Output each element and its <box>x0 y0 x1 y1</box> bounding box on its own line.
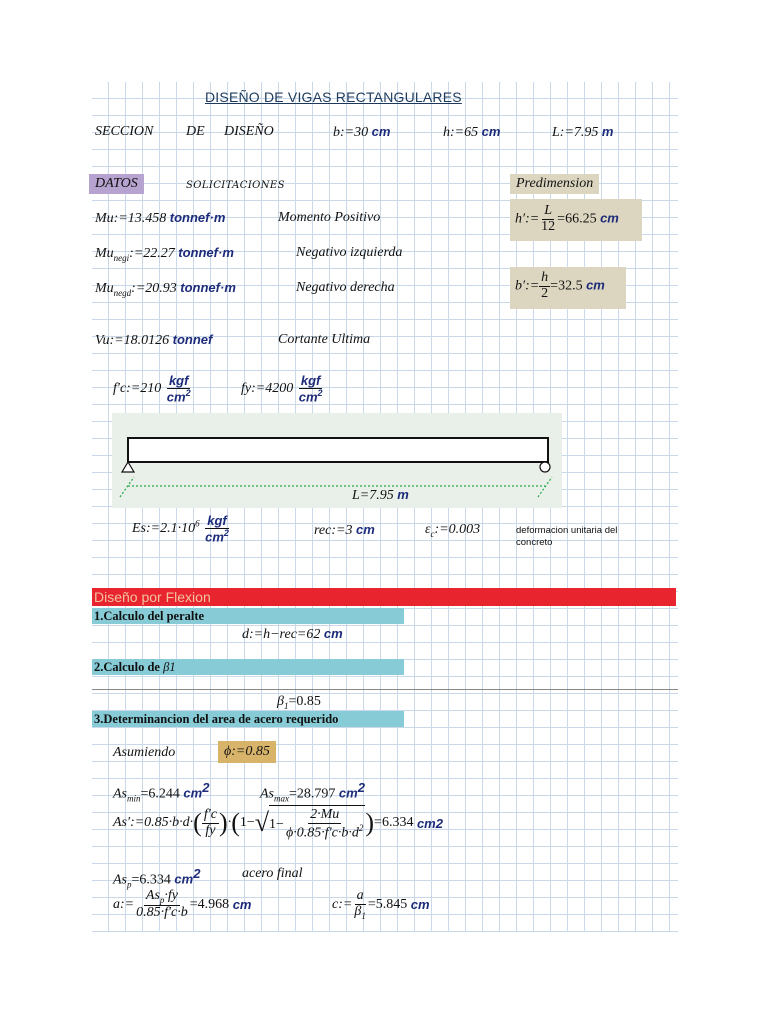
mu-negd-sub: negd <box>113 287 132 298</box>
es-unit-den: cm <box>205 528 224 544</box>
as-p-sub: p <box>127 879 132 890</box>
c-unit: cm <box>410 897 430 913</box>
beam-length-label <box>352 487 409 504</box>
beta1-name: β <box>277 694 284 709</box>
fy-definition <box>241 374 325 404</box>
beta1-sub: 1 <box>283 700 289 711</box>
h-unit: cm <box>481 124 501 139</box>
fy-value: fy:=4200 <box>241 381 294 397</box>
paren-open-2: ( <box>231 808 240 837</box>
c-den-sub: 1 <box>361 910 366 921</box>
as-prime-unit: cm <box>416 815 436 831</box>
h-prime-lhs: h′:= <box>515 211 540 227</box>
mu-negi-definition <box>95 245 234 263</box>
sqrt-icon: √ <box>254 808 270 837</box>
as-max-value: =28.797 <box>289 786 336 802</box>
mu-negi-name: Mu <box>95 246 114 261</box>
seccion-label: SECCION <box>95 124 154 139</box>
as-prime-f2-den: ϕ·0.85·f′c·b·d <box>285 825 359 841</box>
beam-diagram <box>112 413 562 508</box>
as-prime-sqrt-one: 1− <box>269 816 284 832</box>
es-value: Es:=2.1·10 <box>132 521 196 537</box>
datos-label: DATOS <box>89 174 144 194</box>
b-definition <box>333 124 390 141</box>
fc-unit-num: kgf <box>168 373 189 388</box>
as-p-definition <box>113 866 200 889</box>
as-p-name: As <box>113 872 127 888</box>
solicitaciones-label: SOLICITACIONES <box>186 180 285 191</box>
mu-value: Mu:=13.458 <box>95 211 167 226</box>
as-min-unit-sup: 2 <box>202 780 210 795</box>
as-max-name: As <box>260 786 274 802</box>
as-prime-formula <box>113 800 443 846</box>
section-2-symbol: β1 <box>163 660 176 674</box>
mu-negd-description: Negativo derecha <box>296 280 395 295</box>
dimension-tick-right <box>538 477 552 497</box>
rec-value: rec:=3 <box>314 523 353 538</box>
fy-unit-num: kgf <box>300 373 321 388</box>
as-max-sub: max <box>274 793 289 804</box>
as-prime-lhs: As′:=0.85·b·d· <box>113 815 194 830</box>
as-min-sub: min <box>127 793 141 804</box>
as-p-value: =6.334 <box>131 872 171 888</box>
mu-negi-unit: tonnef·m <box>178 245 234 260</box>
c-formula <box>332 889 430 921</box>
b-prime-lhs: b′:= <box>515 278 540 294</box>
rec-definition <box>314 522 375 539</box>
vu-value: Vu:=18.0126 <box>95 333 170 348</box>
L-unit: m <box>601 124 614 139</box>
vu-unit: tonnef <box>172 332 213 347</box>
epsilon-definition <box>425 522 480 539</box>
h-prime-formula <box>515 204 619 234</box>
beam-length-value: L=7.95 <box>352 488 394 503</box>
fc-unit-sup: 2 <box>185 387 191 398</box>
h-prime-result: =66.25 <box>557 211 597 227</box>
fc-definition <box>113 374 193 404</box>
fc-unit-den: cm <box>166 388 186 404</box>
mu-unit: tonnef·m <box>169 210 226 225</box>
c-result: =5.845 <box>367 896 408 912</box>
a-den: 0.85·f′c·b <box>136 905 188 921</box>
mu-negd-value: :=20.93 <box>131 281 177 296</box>
L-value: L:=7.95 <box>552 125 599 140</box>
as-min-unit: cm <box>183 785 203 801</box>
es-definition <box>132 514 231 544</box>
b-value: b:=30 <box>333 125 369 140</box>
mu-negd-name: Mu <box>95 281 114 296</box>
a-unit: cm <box>232 897 252 913</box>
L-definition <box>552 124 613 141</box>
paren-open-1: ( <box>193 808 202 837</box>
c-lhs: c:= <box>332 896 353 912</box>
b-prime-num: h <box>541 270 549 285</box>
de-label: DE <box>186 124 205 139</box>
as-p-description: acero final <box>242 866 303 881</box>
section-2-header <box>92 659 404 675</box>
c-den: β <box>354 903 362 919</box>
d-unit: cm <box>323 626 343 641</box>
beta1-definition <box>277 694 321 711</box>
a-formula <box>113 889 251 921</box>
asumiendo-label: Asumiendo <box>113 745 176 760</box>
h-definition <box>443 124 500 141</box>
as-prime-f1-den: fy <box>205 822 216 838</box>
mu-negi-value: :=22.27 <box>129 246 175 261</box>
section-3-header: 3.Determinancion del area de acero requerido <box>92 711 404 727</box>
beam-length-unit: m <box>397 487 409 502</box>
vu-description: Cortante Ultima <box>278 332 371 347</box>
as-p-unit-sup: 2 <box>193 866 201 881</box>
sqrt-content <box>269 805 365 841</box>
mu-negd-unit: tonnef·m <box>180 280 236 295</box>
paren-close-1: ) <box>219 808 228 837</box>
b-prime-formula <box>515 271 605 301</box>
as-prime-mid: · <box>227 815 232 830</box>
a-num-rest: ·fy <box>164 888 178 903</box>
as-prime-f1-num: f′c <box>203 806 218 822</box>
mu-negd-definition <box>95 280 236 298</box>
phi-assumption: ϕ:=0.85 <box>218 741 276 763</box>
es-exponent: 6 <box>195 518 200 529</box>
as-max-unit-sup: 2 <box>357 780 365 795</box>
a-num-sub: p <box>159 894 165 905</box>
section-1-header: 1.Calculo del peralte <box>92 608 404 624</box>
dimension-tick-left <box>120 477 134 497</box>
mu-description: Momento Positivo <box>278 210 381 225</box>
b-prime-unit: cm <box>586 277 605 293</box>
as-prime-f2-num: 2·Mu <box>310 806 340 822</box>
pin-support <box>122 462 134 472</box>
as-prime-unit-sup: 2 <box>435 815 443 831</box>
es-unit-num: kgf <box>207 513 227 528</box>
a-result: =4.968 <box>189 896 230 912</box>
h-value: h:=65 <box>443 125 479 140</box>
as-max-unit: cm <box>338 785 358 801</box>
fc-value: f′c:=210 <box>113 381 162 397</box>
beta1-value: =0.85 <box>288 694 321 709</box>
d-value: d:=h−rec=62 <box>242 627 321 642</box>
fy-unit-sup: 2 <box>317 387 323 398</box>
section-2-label: 2.Calculo de <box>94 660 160 674</box>
as-prime-result: =6.334 <box>374 815 414 830</box>
as-prime-one: 1− <box>239 815 255 830</box>
epsilon-note: deformacion unitaria del concreto <box>516 525 618 548</box>
beam-body <box>128 438 548 462</box>
flexion-header: Diseño por Flexion <box>92 588 676 606</box>
mu-negi-description: Negativo izquierda <box>296 245 403 260</box>
epsilon-value: :=0.003 <box>434 522 481 537</box>
divider-line <box>92 689 678 690</box>
c-num: a <box>356 888 364 903</box>
as-prime-f2-den-sup: 2 <box>358 822 364 833</box>
predimension-label: Predimension <box>510 174 599 194</box>
b-prime-result: =32.5 <box>550 278 583 294</box>
h-prime-num: L <box>544 203 553 218</box>
page-title: DISEÑO DE VIGAS RECTANGULARES <box>205 89 462 105</box>
roller-support <box>540 462 550 472</box>
h-prime-den: 12 <box>541 218 556 234</box>
as-min-name: As <box>113 786 127 802</box>
paren-close-2: ) <box>365 808 375 837</box>
epsilon-sub: c <box>430 528 435 539</box>
es-unit-sup: 2 <box>223 527 229 538</box>
a-lhs: a:= <box>113 896 135 912</box>
vu-definition <box>95 332 212 349</box>
b-unit: cm <box>371 124 391 139</box>
fy-unit-den: cm <box>298 388 318 404</box>
diseno-label: DISEÑO <box>224 124 274 139</box>
mu-definition <box>95 210 225 227</box>
h-prime-unit: cm <box>600 210 619 226</box>
rec-unit: cm <box>355 522 375 537</box>
epsilon-name: ε <box>425 522 431 537</box>
b-prime-den: 2 <box>541 285 549 301</box>
a-num: As <box>145 888 160 903</box>
d-definition <box>242 626 343 643</box>
mu-negi-sub: negi <box>113 252 130 263</box>
as-p-unit: cm <box>174 871 194 887</box>
as-min-value: =6.244 <box>140 786 180 802</box>
